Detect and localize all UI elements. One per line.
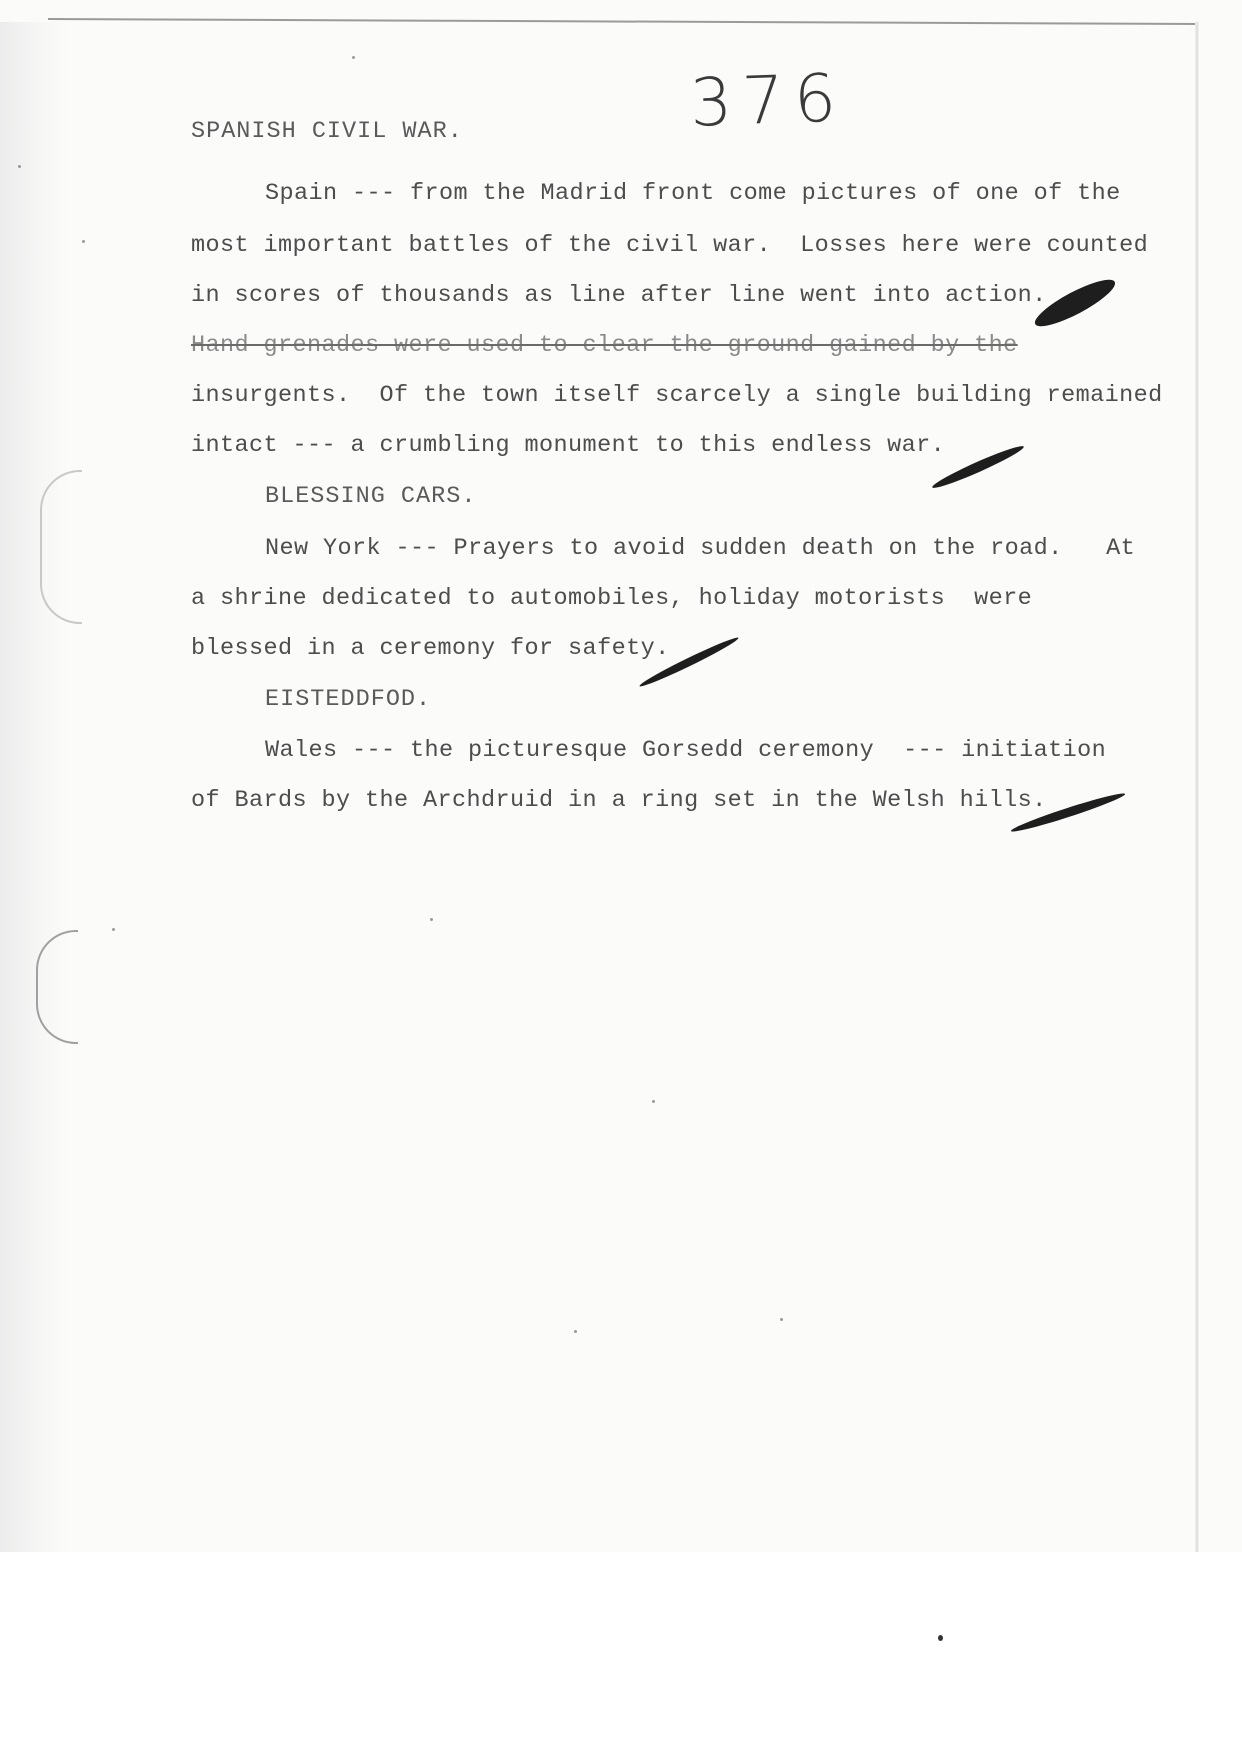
story-line: intact --- a crumbling monument to this endless war.	[191, 432, 946, 459]
scan-speck	[352, 56, 355, 59]
story-line: of Bards by the Archdruid in a ring set in the Welsh hills.	[191, 787, 1047, 814]
scan-margin	[0, 1552, 1242, 1753]
scan-speck	[652, 1100, 655, 1103]
story-line: in scores of thousands as line after line went into action.	[191, 282, 1047, 309]
story-heading: SPANISH CIVIL WAR.	[191, 118, 463, 145]
sheet-top-edge	[48, 18, 1198, 25]
scan-speck	[430, 918, 433, 921]
story-line: most important battles of the civil war. Losses here were counted	[191, 232, 1149, 259]
story-line: New York --- Prayers to avoid sudden death on the road. At	[265, 535, 1136, 562]
story-line: blessed in a ceremony for safety.	[191, 635, 670, 662]
story-heading: BLESSING CARS.	[265, 483, 477, 510]
story-line: insurgents. Of the town itself scarcely a single building remained	[191, 382, 1163, 409]
scan-smudge	[36, 930, 78, 1044]
scan-speck	[574, 1330, 577, 1333]
scan-smudge	[40, 470, 82, 624]
scan-speck	[82, 240, 85, 243]
scan-speck	[18, 165, 21, 168]
handwritten-page-number: 376	[688, 59, 848, 142]
scan-speck	[112, 928, 115, 931]
scan-speck	[780, 1318, 783, 1321]
scan-speck	[938, 1635, 943, 1641]
story-heading: EISTEDDFOD.	[265, 686, 432, 713]
page-fold-shadow	[0, 22, 70, 1552]
story-line: Spain --- from the Madrid front come pictures of one of the	[265, 180, 1121, 207]
story-line: a shrine dedicated to automobiles, holiday motorists were	[191, 585, 1033, 612]
struck-through-line: Hand grenades were used to clear the ground gained by the	[191, 332, 1018, 359]
sheet-right-edge	[1195, 22, 1199, 1552]
story-line: Wales --- the picturesque Gorsedd ceremony --- initiation	[265, 737, 1107, 764]
